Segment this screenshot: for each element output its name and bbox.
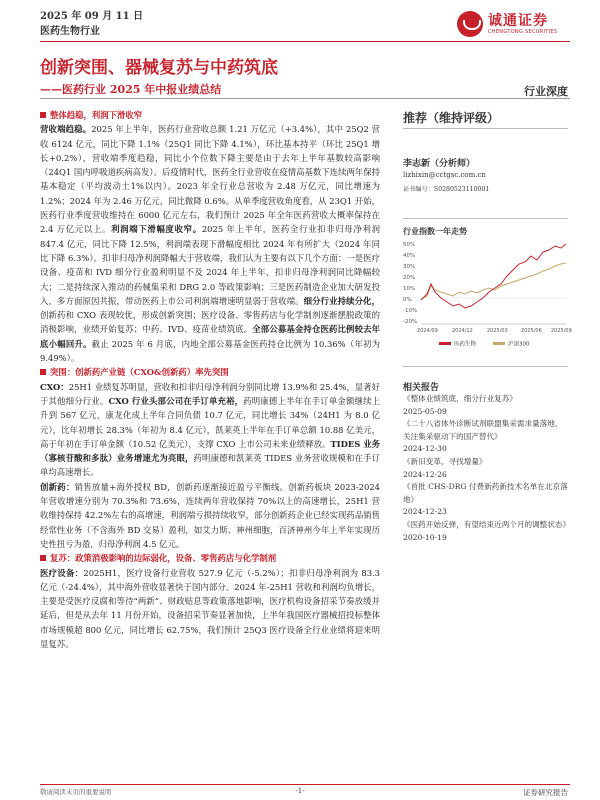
body-text: 25H1 业绩复苏明显，营收和扣非归母净利润分别同比增 13.9%和 25.4%，显著好于其他细分行业。 bbox=[40, 381, 381, 406]
report-title: 创新突围、器械复苏与中药筑底 bbox=[40, 58, 278, 78]
report-subtitle: ——医药行业 2025 年中报业绩总结 bbox=[40, 83, 222, 96]
analyst-name: 李志新（分析师） bbox=[403, 159, 476, 169]
y-tick-label: 20% bbox=[403, 275, 416, 281]
y-tick-label: 30% bbox=[403, 264, 416, 270]
related-report-title: 《新旧变革，寻找增量》 bbox=[403, 456, 487, 466]
x-tick-label: 2024/09 bbox=[417, 328, 438, 334]
x-tick-label: 2025/03 bbox=[487, 328, 508, 334]
section-heading-3: 复苏：政策消极影响的边际弱化，设备、零售药店与化学制剂 bbox=[40, 551, 380, 565]
bold-lead: 细分行业持续分化， bbox=[303, 295, 381, 306]
paragraph-4 bbox=[40, 566, 380, 652]
bullet-square-icon bbox=[40, 555, 46, 561]
legend-label-csi300: 沪深300 bbox=[508, 341, 530, 348]
related-report-date: 2024-12-26 bbox=[403, 469, 447, 479]
body-text: 2025 年上半年，医药全行业扣非归母净利润 847.4 亿元，同比下降 12.5%，利润端表现下滑幅度相比 2024 年有所扩大（2024 年同比下降 6.3%）。扣非归母净利润降幅大于营收端，我们认为主要有以下几个方面：一是医疗设备、疫苗和 IVD 细分行业盈利明显不及 2024 年上半年，扣非归母净利润同比降幅较大；二是持续深入推动的药械集采和 DRG 2.0 等政策影响；三是医药制造企业加大研发投入，多方面原因共振，带动医药上市公司利润端增速明显弱于营收端。 bbox=[40, 224, 381, 306]
related-report-item[interactable] bbox=[403, 481, 570, 519]
x-tick-label: 2024/12 bbox=[452, 328, 473, 334]
bold-lead: 营收端趋稳。 bbox=[40, 124, 92, 135]
body-text: 截止 2025 年 6 月底，内地全部公募基金医药持仓比例为 10.36%（年初为 9.49%）。 bbox=[40, 338, 381, 364]
related-report-title: 《医药开始反弹，有望结束近两个月的调整状态》 bbox=[403, 519, 571, 529]
body-text: 2025 年上半年，医药行业营收总额 1.21 万亿元（+3.4%），其中 25Q2 营收 6124 亿元，同比下降 1.1%（25Q1 同比下降 4.1%），环比基本持平（环比 25Q1 增长+0.2%），营收端季度趋稳，同比小个位数下降主要是由于去年上半年基数较高影响（24Q1 国内呼吸道疾病高发）。后疫情时代，医药全行业营收在疫情高基数下连续两年保持基本稳定（平均波动土1%以内）。2023 年全行业总营收为 2.48 万亿元，同比增速为 1.2%；2024 年为 2.46 万亿元，同比微降 0.6%。从单季度营收角度看，从 23Q1 开始，医药行业季度营收维持在 6000 亿元左右，我们预计 2025 年全年医药营收大概率保持在 2.4 万亿元以上。 bbox=[40, 124, 380, 235]
related-report-item[interactable] bbox=[403, 418, 570, 456]
logo-mark-icon bbox=[457, 11, 483, 37]
footer-disclaimer: 敬请阅读末页的重要说明 bbox=[40, 788, 112, 796]
csi300-series-line bbox=[421, 263, 566, 299]
related-report-date: 2024-12-23 bbox=[403, 507, 447, 517]
footer-label: 证券研究报告 bbox=[523, 788, 568, 797]
y-tick-label: 0% bbox=[403, 297, 412, 303]
related-report-date: 2020-10-19 bbox=[403, 532, 447, 542]
related-report-title: 《首批 CHS-DRG 付费新药新技术名单在北京落地》 bbox=[403, 482, 568, 504]
related-report-date: 2025-05-09 bbox=[403, 406, 447, 416]
rating-divider bbox=[403, 128, 568, 129]
paragraph-1 bbox=[40, 122, 380, 365]
bullet-square-icon bbox=[40, 369, 46, 375]
analyst-cert: 证书编号：S0280523110001 bbox=[403, 186, 490, 193]
y-tick-label: 10% bbox=[403, 286, 416, 292]
footer-divider bbox=[40, 784, 570, 785]
related-reports-title: 相关报告 bbox=[403, 383, 440, 393]
y-tick-label: 40% bbox=[403, 253, 416, 259]
rating: 推荐（维持评级） bbox=[403, 111, 500, 125]
body-text: 2025H1，医疗设备行业营收 527.9 亿元（-5.2%）；扣非归母净利润为 83.3 亿元（-24.4%），其中海外营收显著快于国内部分。2024 年-25H1 营收和利润均负增长，主要是受医疗反腐和等待“两新”、财政贴息等政策落地影响，医疗机构设备招采节奏放缓并延后，但是从去年 11 月份开始，设备招采节奏显著加快，上半年我国医疗器械招投标整体市场规模超 800 亿元，同比增长 62.75%，我们预计 25Q3 医疗设备全行业业绩将迎来明显复苏。 bbox=[40, 567, 381, 649]
related-report-title: 《整体业绩筑底，细分行业复苏》 bbox=[403, 394, 517, 403]
paragraph-2 bbox=[40, 380, 380, 480]
legend-swatch-csi300 bbox=[493, 342, 505, 345]
body-text: 销售放量+海外授权 BD，创新药逐渐接近盈亏平衡线。创新药板块 2023-2024 年营收增速分别为 70.3%和 73.6%，连续两年营收保持 70%以上的高速增长，25H1 营收维持保持 42.2%左右的高增速，利润端亏损持续收窄，部分创新药企业已经实现药品销售经常性业务（不含海外 BD 交易）盈利，如艾力斯、神州细胞，百济神州今年上半年实现历史性扭亏为盈，归母净利润 4.5 亿元。 bbox=[40, 481, 380, 549]
y-tick-label: 50% bbox=[403, 242, 416, 248]
bullet-square-icon bbox=[40, 112, 46, 118]
report-type: 行业深度 bbox=[524, 85, 568, 98]
related-reports-list bbox=[403, 393, 570, 544]
index-trend-chart bbox=[403, 236, 572, 356]
company-logo bbox=[457, 9, 569, 39]
analyst-divider bbox=[403, 218, 568, 219]
legend-label-pharma: 医药生物 bbox=[454, 341, 477, 348]
legend-swatch-pharma bbox=[439, 342, 451, 345]
bold-lead: 全部公募基金持仓医药比例较去年底小幅回升。 bbox=[40, 324, 380, 349]
bold-lead: CXO： bbox=[40, 381, 69, 392]
body-text: 药明康德上半年在手订单金额继续上升到 567 亿元，康龙化成上半年合同负债 10.7 亿元，同比增长 34%（24H1 为 8.0 亿元），比年初增长 28.3%（年初为 8.4 亿元），凯莱英上半年在手订单总额 10.88 亿美元，高于年初在手订单金额（10.52 亿美元），支撑 CXO 上市公司未来业绩释放。 bbox=[40, 395, 381, 449]
bold-lead: TIDES 业务（寡核苷酸和多肽）业务增速尤为亮眼， bbox=[40, 438, 380, 464]
body-text: 药明康德和凯莱英 TIDES 业务营收规模和在手订单均高速增长。 bbox=[40, 453, 380, 478]
section-heading-2: 突围：创新药产业链（CXO&创新药）率先突围 bbox=[40, 365, 380, 379]
related-report-title: 《二十八省体外诊断试剂联盟集采需求量落地，关注集采驱动下的国产替代》 bbox=[403, 419, 563, 441]
bold-lead: 创新药： bbox=[40, 481, 75, 492]
paragraph-3 bbox=[40, 480, 380, 551]
header-divider bbox=[40, 41, 570, 42]
page-number: -1- bbox=[295, 787, 305, 795]
bold-lead: 医疗设备： bbox=[40, 567, 84, 578]
x-tick-label: 2025/09 bbox=[551, 328, 572, 334]
industry-label: 医药生物行业 bbox=[40, 26, 100, 37]
x-tick-label: 2025/06 bbox=[521, 328, 542, 334]
report-date: 2025 年 09 月 11 日 bbox=[40, 11, 144, 22]
chart-title: 行业指数一年走势 bbox=[403, 226, 467, 236]
section-heading-1: 整体趋稳，利润下滑收窄 bbox=[40, 108, 380, 122]
logo-cn: 诚通证券 bbox=[488, 12, 548, 29]
related-report-date: 2024-12-30 bbox=[403, 444, 447, 454]
pharma-series-line bbox=[421, 244, 566, 308]
main-body bbox=[40, 108, 380, 651]
y-tick-label: -10% bbox=[403, 308, 418, 314]
body-text: 创新药和 CXO 表现较优，形成创新突围；医疗设备、零售药店与化学制剂逐渐摆脱政策的消极影响，业绩开始复苏；中药、IVD、疫苗业绩筑底。 bbox=[40, 310, 380, 335]
y-tick-label: -20% bbox=[403, 319, 418, 325]
logo-en: CHENGTONG SECURITIES bbox=[488, 28, 558, 35]
related-report-item[interactable] bbox=[403, 519, 570, 544]
bold-lead: CXO 行业头部公司在手订单充裕， bbox=[108, 395, 244, 406]
analyst-email[interactable]: lizhixin@cctgsc.com.cn bbox=[403, 171, 486, 179]
subtitle-divider bbox=[40, 98, 570, 99]
related-report-item[interactable] bbox=[403, 393, 570, 418]
related-report-item[interactable] bbox=[403, 456, 570, 481]
chart-divider bbox=[403, 366, 568, 367]
bold-lead: 利润端下滑幅度收窄。 bbox=[111, 224, 202, 235]
